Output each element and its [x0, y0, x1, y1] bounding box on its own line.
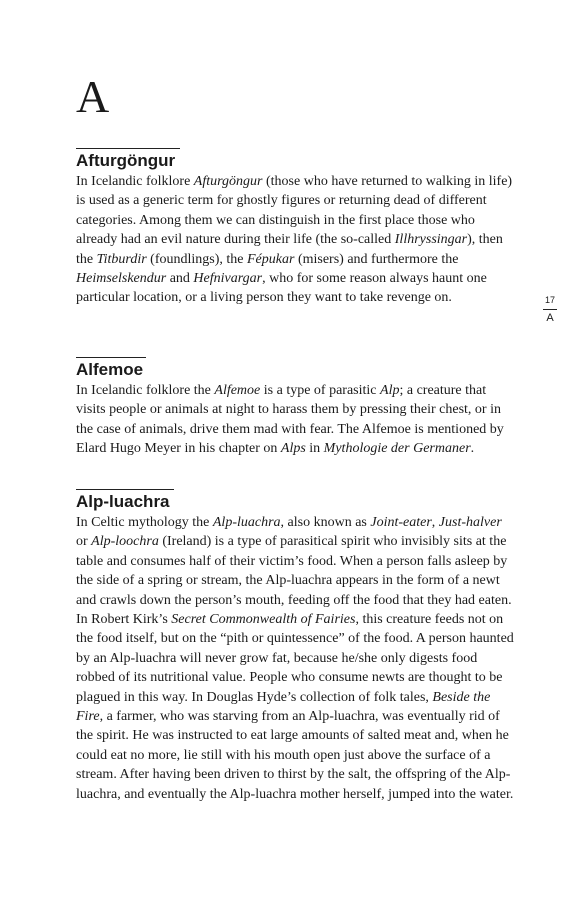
- entry-rule: [76, 148, 180, 149]
- margin-divider: [543, 309, 557, 310]
- italic-term: Heimselskendur: [76, 271, 167, 287]
- entry-rule: [76, 357, 146, 358]
- italic-term: Just-halver: [438, 515, 502, 530]
- italic-term: Secret Commonwealth of Fairies: [171, 612, 356, 628]
- entry-title: Afturgöngur: [76, 151, 176, 170]
- entry-title: Alfemoe: [76, 360, 144, 379]
- margin-section-letter: A: [546, 312, 554, 324]
- section-letter: A: [76, 71, 110, 122]
- italic-term: Mythologie der Germaner: [323, 441, 471, 457]
- entry-afturgongur: [76, 148, 514, 308]
- entry-body: [76, 513, 514, 804]
- body-text: ,: [431, 515, 439, 530]
- italic-term: Beside the Fire: [76, 689, 491, 725]
- body-text: In Icelandic folklore the: [76, 383, 215, 398]
- body-text: , this creature feeds not on the food itself, but on the “pith or quintessence” of the food. A person haunted by an Alp-luachra will never grow fat, because he/she only digests food robbed of its nutritional value. People who consume newts are thought to be plagued in this way. In Douglas Hyde’s collection of folk tales,: [76, 612, 514, 705]
- italic-term: Joint-eater: [370, 515, 432, 530]
- body-text: In Celtic mythology the: [76, 515, 213, 530]
- italic-term: Alps: [280, 441, 306, 457]
- body-text: , who for some reason always haunt one particular location, or a living person they want to take revenge on.: [76, 271, 487, 306]
- entry-body: [76, 381, 514, 459]
- body-text: , also known as: [280, 515, 371, 530]
- body-text: (misers) and furthermore the: [294, 251, 459, 267]
- page-number: 17: [544, 295, 555, 305]
- body-text: ), then the: [76, 232, 503, 267]
- italic-term: Hefnivargar: [193, 271, 263, 287]
- entry-alfemoe: [76, 357, 514, 459]
- body-text: ; a creature that visits people or animals at night to harass them by pressing their chest, or in the case of animals, drive them mad with fear. The Alfemoe is mentioned by Elard Hugo Meyer in his chapter on: [76, 383, 504, 457]
- body-text: and: [166, 271, 194, 287]
- body-text: In Icelandic folklore: [76, 174, 194, 189]
- body-text: in: [305, 441, 324, 457]
- italic-term: Alp-loochra: [91, 534, 159, 550]
- italic-term: Fépukar: [247, 251, 295, 267]
- italic-term: Alp: [380, 383, 400, 398]
- italic-term: Alfemoe: [214, 383, 261, 398]
- body-text: (Ireland) is a type of parasitical spirit who invisibly sits at the table and consumes half of their victim’s food. When a person falls asleep by the side of a spring or stream, the Alp-luachra appears in the form of a newt and crawls down the person’s mouth, feeding off the food that they had eaten. In Robert Kirk’s: [76, 534, 512, 628]
- italic-term: Illhryssingar: [394, 232, 468, 248]
- body-text: (foundlings), the: [146, 251, 247, 267]
- italic-term: Titburdir: [96, 251, 147, 267]
- entry-rule: [76, 489, 174, 490]
- entry-alp-luachra: [76, 489, 514, 804]
- body-text: (those who have returned to walking in life) is used as a generic term for ghostly figures or returning dead of different categories. Among them we can distinguish in the first place those who already had an evil nature during their life (the so-called: [76, 174, 513, 248]
- body-text: , a farmer, who was starving from an Alp-luachra, was eventually rid of the spirit. He was instructed to eat large amounts of salted meat and, when he could eat no more, lie still with his mouth open just above the surface of a stream. After having been driven to thirst by the salt, the offspring of the Alp-luachra, and eventually the Alp-luachra mother herself, jumped into the water.: [76, 709, 514, 802]
- entry-title: Alp-luachra: [76, 492, 170, 511]
- italic-term: Alp-luachra: [212, 515, 281, 530]
- margin-tab: [540, 295, 560, 325]
- body-text: is a type of parasitic: [260, 383, 381, 398]
- entry-body: [76, 172, 514, 308]
- body-text: .: [470, 441, 475, 457]
- italic-term: Afturgöngur: [193, 174, 263, 189]
- body-text: or: [76, 534, 92, 550]
